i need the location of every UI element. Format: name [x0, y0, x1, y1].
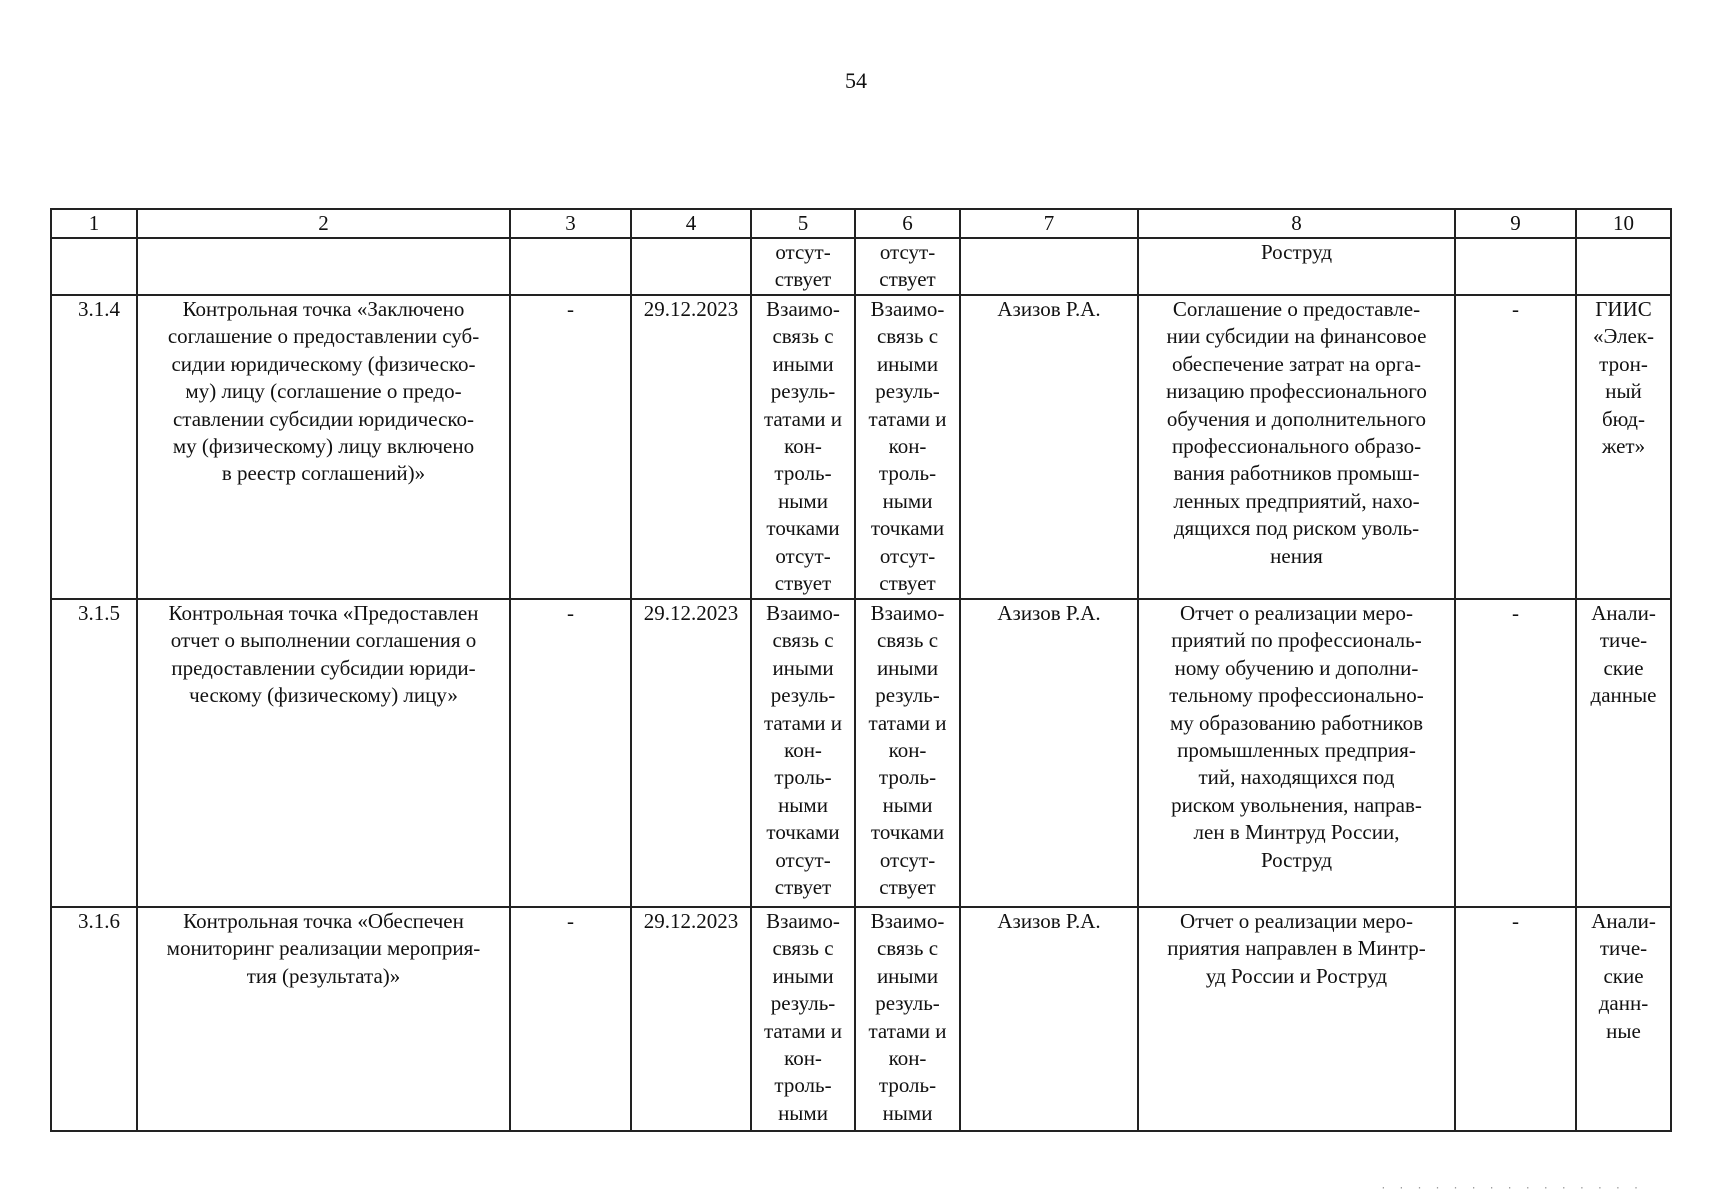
cell-text-line: ствует [774, 267, 832, 292]
cell-text-line: обучения и дополнительного [1166, 406, 1427, 431]
table-cell-document [1138, 238, 1455, 295]
cell-text-line: Анали- [1591, 909, 1656, 933]
cell-text-line: профессионального образо- [1171, 434, 1422, 459]
column-header-2: 2 [137, 209, 510, 238]
cell-text-line: резуль- [875, 991, 940, 1016]
cell-text-line: отсут- [879, 543, 936, 568]
row-number: 3.1.5 [51, 599, 137, 907]
cell-text-line: связь с [876, 628, 939, 653]
table-cell-document [1138, 295, 1455, 599]
cell-text-line: ставлении субсидии юридическо- [172, 406, 475, 431]
cell-text-line: иными [876, 963, 939, 988]
cell-text-line: ские [1603, 655, 1644, 680]
cell-text-line: иными [772, 351, 834, 376]
cell-text-line: «Элек- [1592, 324, 1655, 349]
cell-text-line: ному обучению и дополни- [1174, 655, 1419, 680]
cell-text-line: отсут- [775, 240, 831, 264]
cell-text-line: татами и [868, 406, 947, 431]
cell-text-line: лен в Минтруд России, [1193, 820, 1400, 845]
cell-text-line: троль- [774, 765, 832, 790]
information-system [1576, 907, 1671, 1131]
cell-text-line: отчет о выполнении соглашения о [170, 628, 477, 653]
cell-text-line: тий, находящихся под [1198, 765, 1395, 790]
cell-text-line: кон- [784, 738, 822, 763]
table-cell-interrelation [855, 238, 960, 295]
cell-text-line: иными [876, 655, 939, 680]
table-cell [510, 238, 631, 295]
table-cell-interrelation [751, 295, 855, 599]
cell-text-line: троль- [774, 461, 832, 486]
cell-text-line: кон- [784, 434, 822, 459]
cell-text-line: резуль- [770, 991, 836, 1016]
cell-text-line: Роструд [1260, 240, 1333, 264]
cell-text-line: мониторинг реализации мероприя- [166, 936, 481, 961]
cell-text-line: татами и [868, 710, 947, 735]
cell-text-line: обеспечение затрат на орга- [1172, 351, 1421, 376]
cell-text-line: татами и [764, 406, 842, 431]
cell-text-line: ГИИС [1595, 297, 1652, 321]
page-number: 54 [845, 68, 867, 93]
cell-text-line: приятий по профессиональ- [1171, 628, 1422, 653]
cell-text-line: татами и [868, 1018, 947, 1043]
cell-text-line: тия (результата)» [246, 963, 401, 988]
cell-text-line: промышленных предприя- [1177, 738, 1416, 763]
cell-text-line: троль- [774, 1073, 832, 1098]
control-point-description [137, 907, 510, 1131]
cell-text-line: иными [772, 963, 834, 988]
cell-text-line: ствует [774, 875, 832, 900]
cell-text-line: ными [882, 488, 933, 513]
cell-text-line: ными [778, 1100, 828, 1125]
cell-text-line: резуль- [770, 379, 836, 404]
table-cell [51, 238, 137, 295]
column-header-4: 4 [631, 209, 751, 238]
table-cell-interrelation [751, 238, 855, 295]
cell-text-line: приятия направлен в Минтр- [1167, 936, 1426, 961]
cell-text-line: жет» [1601, 434, 1646, 459]
table-cell [631, 238, 751, 295]
table-cell-interrelation [855, 907, 960, 1131]
row-number: 3.1.6 [51, 907, 137, 1131]
continuation-row [51, 238, 1671, 295]
cell-text-line: низацию профессионального [1166, 379, 1427, 404]
cell-text-line: резуль- [770, 683, 836, 708]
cell-text-line: в реестр соглашений)» [221, 461, 426, 486]
cell-text-line: му (физическому) лицу включено [172, 434, 475, 459]
cell-text-line: Взаимо- [766, 297, 840, 321]
table-cell-interrelation [855, 599, 960, 907]
cell-text-line: ными [778, 792, 828, 817]
table-cell [960, 238, 1138, 295]
responsible-person: Азизов Р.А. [960, 599, 1138, 907]
cell-text-line: резуль- [875, 683, 940, 708]
cell-text-line: тиче- [1599, 936, 1648, 961]
cell-text-line: соглашение о предоставлении суб- [167, 324, 480, 349]
cell-text-line: точками [766, 820, 840, 845]
table-cell-document [1138, 599, 1455, 907]
cell-text-line: ный [1605, 379, 1642, 404]
cell-text-line: трон- [1599, 351, 1648, 376]
table-cell [137, 238, 510, 295]
cell-text-line: иными [876, 351, 939, 376]
cell-text-line: Взаимо- [870, 909, 945, 933]
table-row [51, 295, 1671, 599]
cell-text-line: Взаимо- [766, 601, 840, 625]
cell-text-line: Отчет о реализации меро- [1180, 909, 1413, 933]
cell-text-line: ными [882, 792, 933, 817]
column-header-10: 10 [1576, 209, 1671, 238]
cell-text-line: ствует [879, 571, 936, 596]
column-header-3: 3 [510, 209, 631, 238]
cell-text-line: резуль- [875, 379, 940, 404]
cell-text-line: тельному профессионально- [1169, 683, 1424, 708]
table-cell-dash: - [1455, 295, 1576, 599]
cell-text-line: Взаимо- [870, 601, 945, 625]
cell-text-line: нения [1270, 543, 1323, 568]
table-cell-interrelation [855, 295, 960, 599]
cell-text-line: кон- [888, 434, 927, 459]
table-cell-dash: - [510, 907, 631, 1131]
table-cell-dash: - [510, 295, 631, 599]
cell-text-line: предоставлении субсидии юриди- [171, 655, 476, 680]
header-row [51, 209, 1671, 238]
cell-text-line: Анали- [1591, 601, 1656, 625]
table-row [51, 599, 1671, 907]
cell-text-line: ными [882, 1100, 933, 1125]
cell-text-line: точками [766, 516, 840, 541]
table-body [51, 295, 1671, 1131]
cell-text-line: иными [772, 655, 834, 680]
cell-text-line: ными [778, 488, 828, 513]
cell-text-line: Контрольная точка «Обеспечен [183, 909, 464, 933]
column-header-9: 9 [1455, 209, 1576, 238]
cell-text-line: точками [870, 820, 945, 845]
cell-text-line: кон- [888, 738, 927, 763]
document-table [50, 208, 1672, 1132]
responsible-person: Азизов Р.А. [960, 295, 1138, 599]
responsible-person: Азизов Р.А. [960, 907, 1138, 1131]
table-row [51, 907, 1671, 1131]
control-point-description [137, 599, 510, 907]
cell-text-line: ные [1606, 1018, 1641, 1043]
cell-text-line: тиче- [1599, 628, 1648, 653]
cell-text-line: Взаимо- [766, 909, 840, 933]
cell-text-line: связь с [772, 936, 834, 961]
cell-text-line: отсут- [775, 847, 831, 872]
cell-text-line: троль- [878, 461, 937, 486]
cell-text-line: троль- [878, 1073, 937, 1098]
table-cell [1455, 238, 1576, 295]
cell-text-line: ческому (физическому) лицу» [189, 683, 458, 708]
cell-text-line: данные [1590, 683, 1657, 708]
cell-text-line: Соглашение о предоставле- [1172, 297, 1421, 321]
cell-text-line: уд России и Роструд [1205, 963, 1388, 988]
cell-text-line: му образованию работников [1169, 710, 1424, 735]
control-point-description [137, 295, 510, 599]
cell-text-line: Взаимо- [870, 297, 945, 321]
cell-text-line: связь с [876, 936, 939, 961]
cell-text-line: кон- [784, 1046, 822, 1071]
column-header-1: 1 [51, 209, 137, 238]
cell-text-line: отсут- [879, 240, 936, 264]
cell-text-line: татами и [764, 1018, 842, 1043]
cell-text-line: риском увольнения, направ- [1171, 792, 1422, 817]
information-system [1576, 599, 1671, 907]
cell-text-line: отсут- [775, 543, 831, 568]
cell-text-line: кон- [888, 1046, 927, 1071]
cell-text-line: ствует [879, 875, 936, 900]
cell-text-line: данн- [1598, 991, 1649, 1016]
cell-text-line: Контрольная точка «Заключено [182, 297, 465, 321]
due-date: 29.12.2023 [631, 599, 751, 907]
cell-text-line: дящихся под риском уволь- [1173, 516, 1420, 541]
information-system [1576, 295, 1671, 599]
table-cell-interrelation [751, 907, 855, 1131]
column-header-8: 8 [1138, 209, 1455, 238]
cell-text-line: точками [870, 516, 945, 541]
cell-text-line: троль- [878, 765, 937, 790]
table-cell-dash: - [1455, 599, 1576, 907]
scan-artifact: · · · · · · · · · · · · · · · [1380, 1183, 1642, 1194]
table-cell-dash: - [1455, 907, 1576, 1131]
table-cell-document [1138, 907, 1455, 1131]
cell-text-line: бюд- [1602, 406, 1645, 431]
column-header-6: 6 [855, 209, 960, 238]
cell-text-line: связь с [772, 628, 834, 653]
cell-text-line: вания работников промыш- [1173, 461, 1420, 486]
cell-text-line: связь с [772, 324, 834, 349]
cell-text-line: Роструд [1260, 847, 1333, 872]
cell-text-line: ствует [879, 267, 936, 292]
document-table-container [50, 208, 1670, 1132]
due-date: 29.12.2023 [631, 907, 751, 1131]
table-cell-interrelation [751, 599, 855, 907]
cell-text-line: ленных предприятий, нахо- [1173, 488, 1420, 513]
cell-text-line: Отчет о реализации меро- [1180, 601, 1413, 625]
cell-text-line: му) лицу (соглашение о предо- [185, 379, 462, 404]
column-header-5: 5 [751, 209, 855, 238]
table-cell-dash: - [510, 599, 631, 907]
cell-text-line: ские [1603, 963, 1644, 988]
table-cell [1576, 238, 1671, 295]
row-number: 3.1.4 [51, 295, 137, 599]
cell-text-line: татами и [764, 710, 842, 735]
cell-text-line: нии субсидии на финансовое [1166, 324, 1427, 349]
column-header-7: 7 [960, 209, 1138, 238]
cell-text-line: ствует [774, 571, 832, 596]
cell-text-line: отсут- [879, 847, 936, 872]
cell-text-line: Контрольная точка «Предоставлен [168, 601, 479, 625]
due-date: 29.12.2023 [631, 295, 751, 599]
cell-text-line: сидии юридическому (физическо- [171, 351, 476, 376]
cell-text-line: связь с [876, 324, 939, 349]
